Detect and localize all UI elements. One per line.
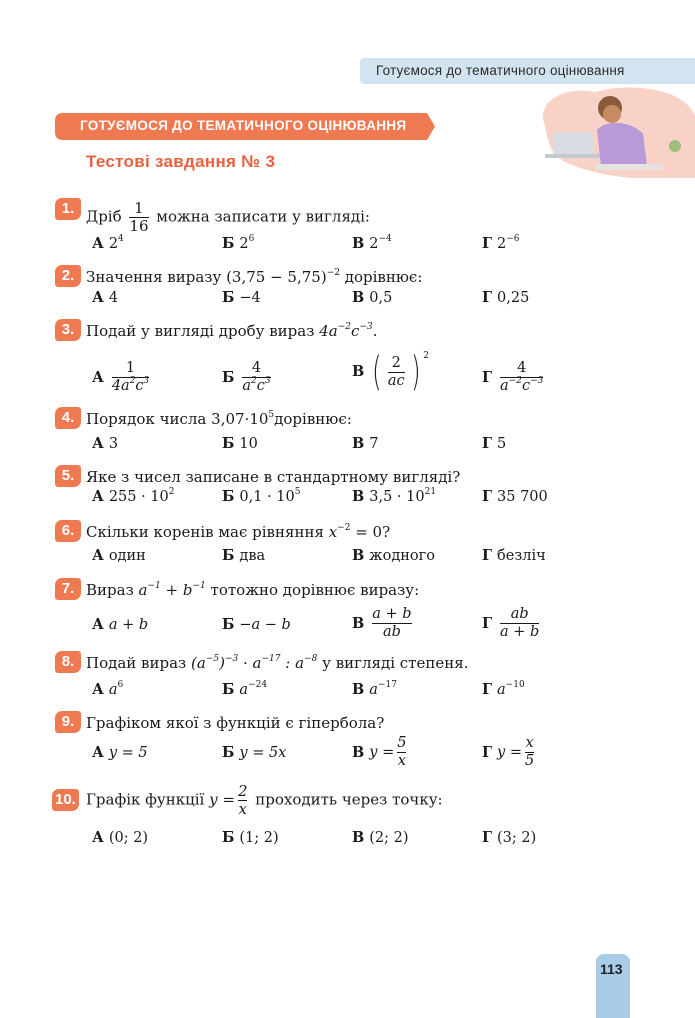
- fraction: $\frac{1}{16}$: [129, 199, 149, 235]
- option-c[interactable]: В $a^{-17}$: [352, 680, 397, 698]
- option-c[interactable]: В (2; 2): [352, 829, 409, 846]
- question-number: 2.: [55, 265, 81, 287]
- option-a[interactable]: А один: [92, 547, 146, 564]
- running-header-title: Готуємося до тематичного оцінювання: [376, 63, 625, 78]
- question-number: 7.: [55, 578, 81, 600]
- question-number: 6.: [55, 520, 81, 542]
- option-b[interactable]: Б −4: [222, 289, 261, 306]
- option-c[interactable]: В $3,5 \cdot 10^{21}$: [352, 487, 437, 505]
- question-number: 9.: [55, 711, 81, 733]
- student-illustration: [535, 86, 695, 178]
- section-title: ГОТУЄМОСЯ ДО ТЕМАТИЧНОГО ОЦІНЮВАННЯ: [80, 118, 407, 133]
- option-a[interactable]: А y = 5: [92, 744, 148, 761]
- option-c[interactable]: В 7: [352, 435, 379, 452]
- test-subtitle: Тестові завдання № 3: [86, 152, 276, 171]
- question-number: 4.: [55, 407, 81, 429]
- option-a[interactable]: А $a^6$: [92, 680, 124, 698]
- question-number: 10.: [52, 789, 79, 811]
- option-d[interactable]: Г $a^{-10}$: [482, 680, 525, 698]
- question-10-text: Графік функції y = $\frac{2}{x}$ проходить через точку:: [86, 782, 443, 818]
- option-a[interactable]: А $255 \cdot 10^2$: [92, 487, 175, 505]
- question-7-text: Вираз $a^{-1} + b^{-1}$ тотожно дорівнює виразу:: [86, 581, 420, 599]
- question-2-text: Значення виразу $(3,75 - 5,75)^{-2}$ дорівнює:: [86, 268, 423, 286]
- option-a[interactable]: А a + b: [92, 616, 149, 633]
- page-number: 113: [600, 961, 623, 977]
- option-d[interactable]: Г y = $\frac{x}{5}$: [482, 735, 535, 769]
- option-b[interactable]: Б 10: [222, 435, 258, 452]
- option-d[interactable]: Г безліч: [482, 547, 546, 564]
- option-b[interactable]: Б $\frac{4}{a^2c^3}$: [222, 360, 271, 394]
- option-a[interactable]: А $\frac{1}{4a^2c^3}$: [92, 360, 150, 394]
- option-a[interactable]: А 4: [92, 289, 119, 306]
- question-4-text: Порядок числа $3,07\cdot 10^5дорівнює$:: [86, 410, 352, 428]
- option-c[interactable]: В $\frac{a + b}{ab}$: [352, 606, 412, 640]
- option-d[interactable]: Г 0,25: [482, 289, 530, 306]
- option-d[interactable]: Г $2^{-6}$: [482, 234, 520, 252]
- option-a[interactable]: А (0; 2): [92, 829, 149, 846]
- question-5-text: Яке з чисел записане в стандартному вигляді?: [86, 468, 461, 486]
- question-number: 5.: [55, 465, 81, 487]
- option-b[interactable]: Б $a^{-24}$: [222, 680, 268, 698]
- question-1-text: Дріб $\frac{1}{16}$ можна записати у вигляді:: [86, 199, 370, 235]
- option-d[interactable]: Г 35 700: [482, 488, 548, 505]
- question-9-text: Графіком якої з функцій є гіпербола?: [86, 714, 385, 732]
- option-a[interactable]: А 3: [92, 435, 119, 452]
- option-b[interactable]: Б −a − b: [222, 616, 291, 633]
- option-c[interactable]: В 0,5: [352, 289, 393, 306]
- option-d[interactable]: Г $\frac{4}{a^{-2}c^{-3}}$: [482, 360, 544, 394]
- option-b[interactable]: Б два: [222, 547, 266, 564]
- option-b[interactable]: Б y = 5x: [222, 744, 287, 761]
- question-number: 3.: [55, 319, 81, 341]
- option-b[interactable]: Б $0,1 \cdot 10^5$: [222, 487, 301, 505]
- option-b[interactable]: Б (1; 2): [222, 829, 279, 846]
- option-c[interactable]: В ( $\frac{2}{ac}$ ) $^2$: [352, 349, 429, 395]
- option-d[interactable]: Г (3; 2): [482, 829, 537, 846]
- question-number: 1.: [55, 198, 81, 220]
- question-number: 8.: [55, 651, 81, 673]
- option-c[interactable]: В жодного: [352, 547, 435, 564]
- option-d[interactable]: Г 5: [482, 435, 507, 452]
- option-d[interactable]: Г $\frac{ab}{a + b}$: [482, 606, 540, 640]
- option-c[interactable]: В $2^{-4}$: [352, 234, 392, 252]
- question-8-text: Подай вираз $(a^{-5})^{-3} \cdot a^{-17}$ : $a^{-8}$ у вигляді степеня.: [86, 654, 469, 672]
- option-c[interactable]: В y = $\frac{5}{x}$: [352, 735, 407, 769]
- option-a[interactable]: А $2^4$: [92, 234, 124, 252]
- question-3-text: Подай у вигляді дробу вираз $4a^{-2}c^{-3}$.: [86, 322, 378, 340]
- option-b[interactable]: Б $2^6$: [222, 234, 255, 252]
- question-6-text: Скільки коренів має рівняння $x^{-2} = 0$?: [86, 523, 391, 541]
